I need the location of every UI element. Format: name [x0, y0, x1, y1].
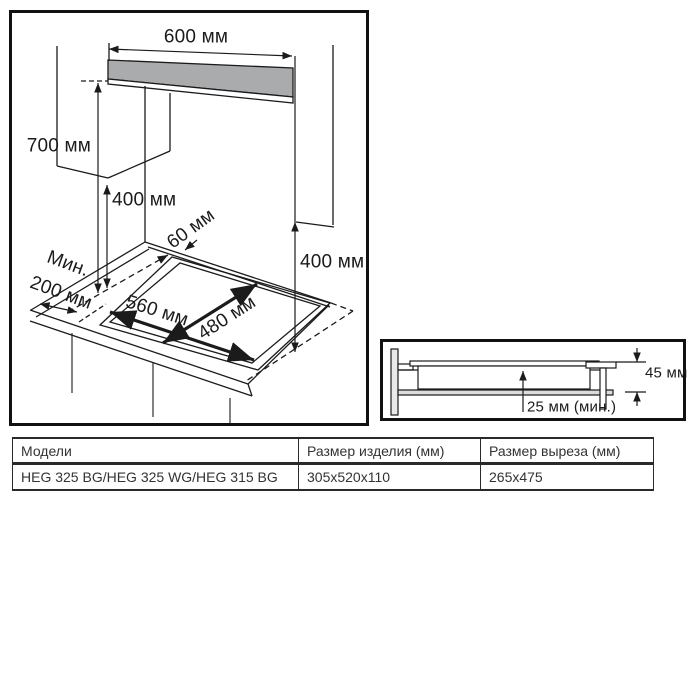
lower-shelf — [398, 390, 613, 395]
cell-models: HEG 325 BG/HEG 325 WG/HEG 315 BG — [13, 464, 299, 491]
header-cutout-size: Размер выреза (мм) — [481, 438, 654, 464]
dim-label-side-min: Мин. — [44, 246, 92, 282]
hob-glass-top — [410, 361, 599, 366]
dim-label-cutout-width: 560 мм — [123, 291, 191, 331]
cell-cutout-size: 265x475 — [481, 464, 654, 491]
side-wall-panel — [391, 349, 398, 415]
dim-label-rear-gap: 60 мм — [163, 204, 219, 254]
dim-label-cutout-depth: 480 мм — [194, 291, 260, 345]
header-models: Модели — [13, 438, 299, 464]
dim-label-shelf-clearance: 25 мм (мин.) — [527, 398, 617, 416]
dim-label-side-min-value: 200 мм — [27, 272, 95, 314]
hob-body — [418, 366, 590, 389]
dim-label-hood-width: 600 мм — [163, 26, 229, 48]
table-row — [13, 464, 654, 491]
dim-label-hood-height: 700 мм — [26, 135, 91, 157]
dim-label-right-clearance: 400 мм — [300, 251, 365, 273]
table-header-row — [13, 438, 654, 464]
right-rail-cap — [586, 362, 616, 368]
cell-product-size: 305x520x110 — [299, 464, 481, 491]
model-spec-table — [12, 437, 654, 491]
dim-label-mounting-height: 45 мм — [645, 364, 688, 382]
header-product-size: Размер изделия (мм) — [299, 438, 481, 464]
dim-label-left-clearance: 400 мм — [112, 189, 177, 211]
